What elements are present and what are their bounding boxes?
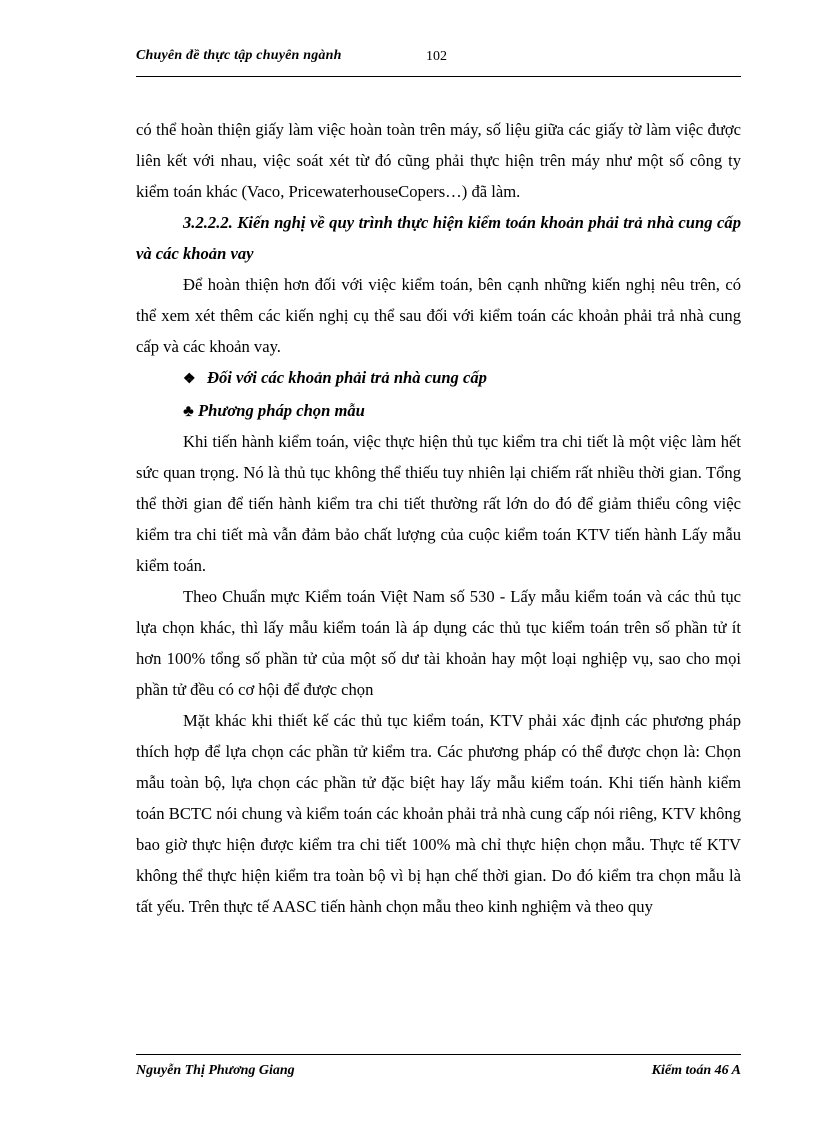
sub-heading xyxy=(136,395,741,426)
bullet-heading xyxy=(136,362,741,395)
section-heading: 3.2.2.2. Kiến nghị về quy trình thực hiện kiểm toán khoản phải trả nhà cung cấp và các khoản vay xyxy=(136,213,741,263)
paragraph-sampling: Khi tiến hành kiểm toán, việc thực hiện thủ tục kiểm tra chi tiết là một việc làm hết sức quan trọng. Nó là thủ tục không thể thiếu tuy nhiên lại chiếm rất nhiều thời gian. Tổng thể thời gian để tiến hành kiểm tra chi tiết thường rất lớn do đó để giảm thiểu công việc kiểm tra chi tiết mà vẫn đảm bảo chất lượng của cuộc kiểm toán KTV tiến hành Lấy mẫu kiểm toán. xyxy=(136,432,741,575)
club-bullet-icon: ♣ xyxy=(183,401,194,420)
page-header xyxy=(136,48,741,70)
bullet-heading-text: Đối với các khoản phải trả nhà cung cấp xyxy=(207,368,487,387)
diamond-bullet-icon: ❖ xyxy=(183,372,196,387)
paragraph-intro: Để hoàn thiện hơn đối với việc kiểm toán, bên cạnh những kiến nghị nêu trên, có thể xem xét thêm các kiến nghị cụ thể sau đối với kiểm toán các khoản phải trả nhà cung cấp và các khoản vay. xyxy=(136,275,741,356)
header-rule xyxy=(136,76,741,77)
page-number: 102 xyxy=(426,49,447,64)
page-body xyxy=(136,114,741,922)
paragraph-standard: Theo Chuẩn mực Kiểm toán Việt Nam số 530 - Lấy mẫu kiểm toán và các thủ tục lựa chọn khác, thì lấy mẫu kiểm toán là áp dụng các thủ tục kiểm toán trên số phần tử ít hơn 100% tổng số phần tử của một số dư tài khoản hay một loại nghiệp vụ, sao cho mọi phần tử đều có cơ hội để được chọn xyxy=(136,587,741,699)
footer-rule xyxy=(136,1054,741,1055)
footer-author: Nguyễn Thị Phương Giang xyxy=(136,1063,295,1078)
paragraph-continued: có thể hoàn thiện giấy làm việc hoàn toàn trên máy, số liệu giữa các giấy tờ làm việc được liên kết với nhau, việc soát xét từ đó cũng phải thực hiện trên máy như một số công ty kiểm toán khác (Vaco, PricewaterhouseCopers…) đã làm. xyxy=(136,120,741,201)
paragraph-methods: Mặt khác khi thiết kế các thủ tục kiểm toán, KTV phải xác định các phương pháp thích hợp để lựa chọn các phần tử kiểm tra. Các phương pháp có thể được chọn là: Chọn mẫu toàn bộ, lựa chọn các phần tử đặc biệt hay lấy mẫu kiểm toán. Khi tiến hành kiểm toán BCTC nói chung và kiểm toán các khoản phải trả nhà cung cấp nói riêng, KTV không bao giờ thực hiện được kiểm tra chi tiết 100% mà chỉ thực hiện chọn mẫu. Thực tế KTV không thể thực hiện kiểm tra toàn bộ vì bị hạn chế thời gian. Do đó kiểm tra chọn mẫu là tất yếu. Trên thực tế AASC tiến hành chọn mẫu theo kinh nghiệm và theo quy xyxy=(136,711,741,916)
sub-heading-text: Phương pháp chọn mẫu xyxy=(198,401,365,420)
header-title: Chuyên đề thực tập chuyên ngành xyxy=(136,48,342,63)
footer-class: Kiểm toán 46 A xyxy=(651,1063,741,1078)
